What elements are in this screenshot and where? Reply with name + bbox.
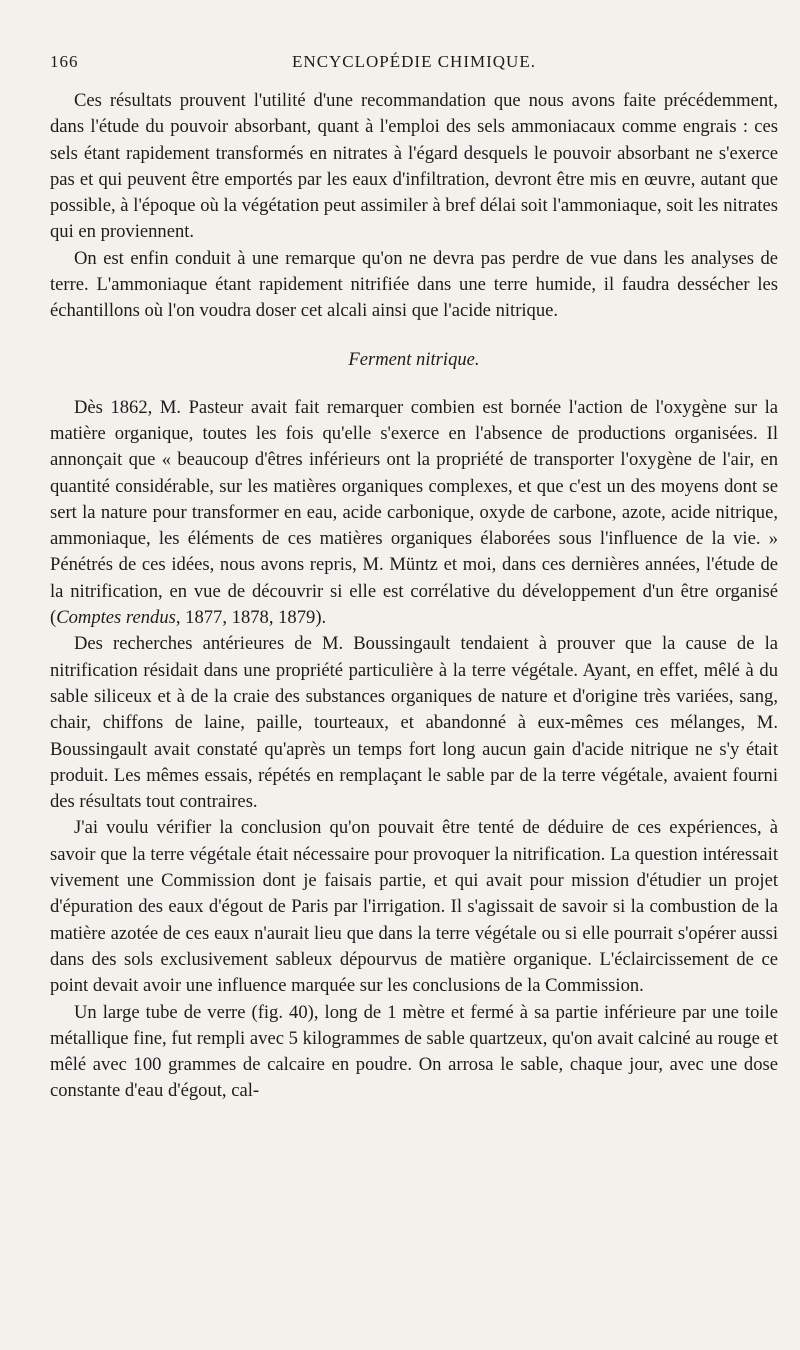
paragraph-3	[50, 395, 778, 632]
paragraph-4: Des recherches antérieures de M. Boussingault tendaient à prouver que la cause de la nitrification résidait dans une propriété particulière à la terre végétale. Ayant, en effet, mêlé à du sable siliceux et à de la craie des substances organiques de nature et d'origine très variées, sang, chair, chiffons de laine, paille, tourteaux, et abandonné à eux-mêmes ces mélanges, M. Boussingault avait constaté qu'après un temps fort long aucun gain d'acide nitrique ne s'y était produit. Les mêmes essais, répétés en remplaçant le sable par de la terre végétale, avaient fourni des résultats tout contraires.	[50, 633, 778, 813]
citation-years: , 1877, 1878, 1879).	[175, 607, 327, 629]
paragraph-6: Un large tube de verre (fig. 40), long de 1 mètre et fermé à sa partie inférieure par une toile métallique fine, fut rempli avec 5 kilogrammes de sable quartzeux, qu'on avait calciné au rouge et mêlé avec 100 grammes de calcaire en poudre. On arrosa le sable, chaque jour, avec une dose constante d'eau d'égout, cal-	[50, 1001, 778, 1102]
paragraph-1: Ces résultats prouvent l'utilité d'une recommandation que nous avons faite précédemment, dans l'étude du pouvoir absorbant, quant à l'emploi des sels ammoniacaux comme engrais : ces sels étant rapidement transformés en nitrates à l'égard desquels le pouvoir absorbant ne s'exerce pas et qui peuvent être emportés par les eaux d'infiltration, devront être mis en œuvre, autant que possible, à l'époque où la végétation peut assimiler à bref délai soit l'ammoniaque, soit les nitrates qui en proviennent.	[50, 90, 778, 243]
section-title: Ferment nitrique.	[348, 348, 480, 370]
running-title: ENCYCLOPÉDIE CHIMIQUE.	[292, 52, 536, 71]
paragraph-2: On est enfin conduit à une remarque qu'on ne devra pas perdre de vue dans les analyses de terre. L'ammoniaque étant rapidement nitrifiée dans une terre humide, il faudra dessécher les échantillons où l'on voudra doser cet alcali ainsi que l'acide nitrique.	[50, 247, 778, 322]
page-header	[50, 52, 778, 82]
citation-title: Comptes rendus	[56, 607, 176, 629]
paragraph-3-text: Dès 1862, M. Pasteur avait fait remarquer combien est bornée l'action de l'oxygène sur la matière organique, toutes les fois qu'elle s'exerce en l'absence de productions organisées. Il annonçait que « beaucoup d'êtres inférieurs ont la propriété de transporter l'oxygène de l'air, en quantité considérable, sur les matières organiques complexes, et que c'est un des moyens dont se sert la nature pour transformer en eau, acide carbonique, oxyde de carbone, azote, acide nitrique, ammoniaque, les éléments de ces matières organiques élaborées sous l'influence de la vie. » Pénétrés de ces idées, nous avons repris, M. Müntz et moi, dans ces dernières années, l'étude de la nitrification, en vue de découvrir si elle est corrélative du développement d'un être organisé (	[50, 396, 778, 629]
paragraph-5: J'ai voulu vérifier la conclusion qu'on pouvait être tenté de déduire de ces expériences, à savoir que la terre végétale était nécessaire pour provoquer la nitrification. La question intéressait vivement une Commission dont je faisais partie, et qui avait pour mission d'étudier un projet d'épuration des eaux d'égout de Paris par l'irrigation. Il s'agissait de savoir si la combustion de la matière azotée de ces eaux n'aurait lieu que dans la terre végétale ou si elle pourrait s'opérer aussi dans des sols exclusivement sableux dépourvus de matière organique. L'éclaircissement de ce point devait avoir une influence marquée sur les conclusions de la Commission.	[50, 817, 778, 997]
page-number: 166	[50, 52, 79, 71]
